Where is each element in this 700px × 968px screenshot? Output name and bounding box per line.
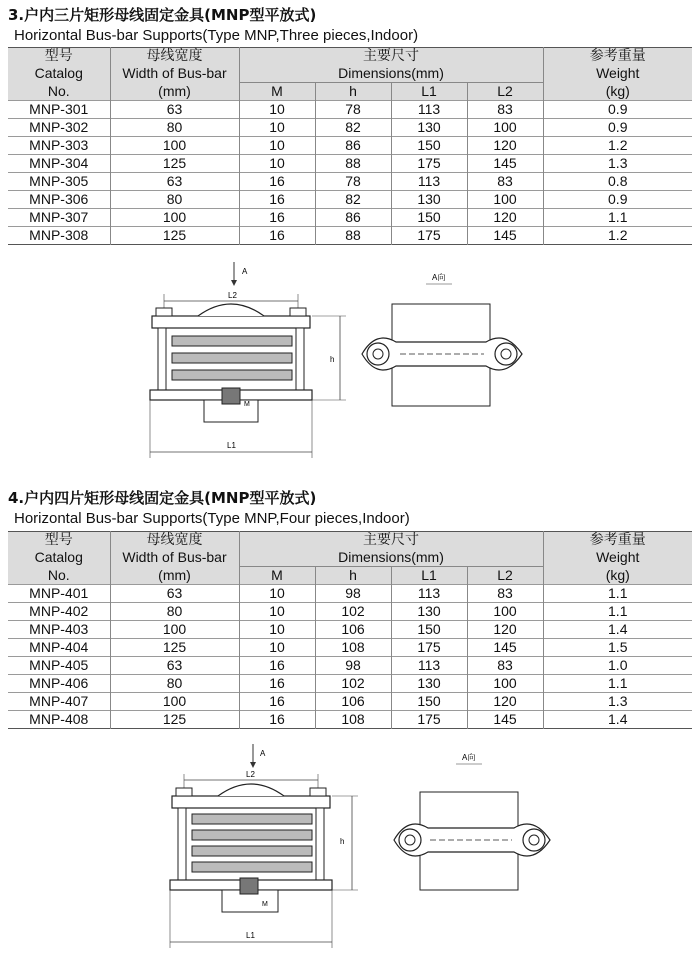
cell-l1: 113 (391, 101, 467, 119)
section-4-technical-drawing (0, 740, 700, 964)
table-row (8, 711, 692, 729)
cell-width: 125 (110, 639, 239, 657)
cell-l2: 145 (467, 711, 543, 729)
header-h: h (315, 83, 391, 101)
cell-weight: 1.3 (543, 155, 692, 173)
cell-l2: 100 (467, 191, 543, 209)
header-l2: L2 (467, 567, 543, 585)
cell-width: 125 (110, 227, 239, 245)
cell-m: 16 (239, 657, 315, 675)
label-l1: L1 (246, 931, 255, 940)
label-l2: L2 (228, 291, 237, 300)
bus-bar-4 (192, 862, 312, 872)
cell-h: 102 (315, 675, 391, 693)
cell-catalog: MNP-402 (8, 603, 110, 621)
cell-l2: 145 (467, 639, 543, 657)
cell-width: 80 (110, 119, 239, 137)
cell-weight: 1.1 (543, 603, 692, 621)
table-row (8, 227, 692, 245)
table-row (8, 621, 692, 639)
header-catalog-cn: 型号 (8, 48, 110, 66)
cell-width: 100 (110, 209, 239, 227)
cell-l1: 150 (391, 621, 467, 639)
cell-width: 100 (110, 137, 239, 155)
view-a-right-hole (529, 835, 539, 845)
cell-h: 108 (315, 711, 391, 729)
cell-l1: 130 (391, 675, 467, 693)
header-l1: L1 (391, 567, 467, 585)
cell-catalog: MNP-301 (8, 101, 110, 119)
table-row (8, 585, 692, 603)
cell-weight: 0.9 (543, 101, 692, 119)
cell-width: 80 (110, 675, 239, 693)
cell-weight: 1.3 (543, 693, 692, 711)
cell-m: 10 (239, 639, 315, 657)
table-row (8, 101, 692, 119)
bus-bar-3 (192, 846, 312, 856)
cell-width: 63 (110, 585, 239, 603)
cell-width: 80 (110, 191, 239, 209)
cell-weight: 1.1 (543, 209, 692, 227)
section-4-subtitle: Horizontal Bus-bar Supports(Type MNP,Four pieces,Indoor) (14, 510, 410, 527)
cell-m: 10 (239, 585, 315, 603)
cell-l2: 100 (467, 119, 543, 137)
label-a: A (242, 267, 248, 276)
cell-m: 16 (239, 675, 315, 693)
view-a-arrowhead (250, 762, 256, 768)
view-a-right-hole (501, 349, 511, 359)
top-roller (218, 784, 284, 796)
right-nut (290, 308, 306, 316)
section-3-technical-drawing (0, 258, 700, 466)
cell-weight: 0.8 (543, 173, 692, 191)
section-3-title: 3.户内三片矩形母线固定金具(MNP型平放式) (8, 6, 317, 24)
header-catalog-cn: 型号 (8, 532, 110, 550)
cell-width: 63 (110, 101, 239, 119)
cell-l1: 113 (391, 657, 467, 675)
cell-h: 82 (315, 119, 391, 137)
cell-l2: 120 (467, 209, 543, 227)
header-weight-unit: (kg) (543, 83, 692, 101)
label-h: h (330, 355, 335, 364)
header-width-cn: 母线宽度 (110, 48, 239, 66)
cell-h: 106 (315, 621, 391, 639)
cell-weight: 1.4 (543, 621, 692, 639)
spec-table-three-pieces (8, 47, 692, 245)
cell-width: 63 (110, 657, 239, 675)
right-bolt (316, 808, 324, 886)
bus-bar-2 (172, 353, 292, 363)
top-clamp-plate (172, 796, 330, 808)
cell-weight: 1.1 (543, 675, 692, 693)
table-row (8, 119, 692, 137)
cell-width: 100 (110, 693, 239, 711)
cell-weight: 1.1 (543, 585, 692, 603)
header-width-en: Width of Bus-bar (110, 549, 239, 567)
table-row (8, 173, 692, 191)
cell-l2: 145 (467, 155, 543, 173)
left-nut (176, 788, 192, 796)
bus-bar-1 (172, 336, 292, 346)
right-nut (310, 788, 326, 796)
spec-table-four-pieces (8, 531, 692, 729)
cell-m: 16 (239, 191, 315, 209)
cell-l1: 130 (391, 603, 467, 621)
header-catalog-no: No. (8, 83, 110, 101)
cell-l2: 145 (467, 227, 543, 245)
cell-weight: 0.9 (543, 191, 692, 209)
bus-bar-3 (172, 370, 292, 380)
cell-l1: 130 (391, 119, 467, 137)
cell-weight: 0.9 (543, 119, 692, 137)
left-bolt (178, 808, 186, 886)
cell-m: 16 (239, 693, 315, 711)
cell-l2: 120 (467, 693, 543, 711)
cell-catalog: MNP-408 (8, 711, 110, 729)
cell-l1: 175 (391, 155, 467, 173)
cell-m: 16 (239, 711, 315, 729)
cell-weight: 1.2 (543, 227, 692, 245)
cell-h: 98 (315, 585, 391, 603)
cell-l1: 175 (391, 227, 467, 245)
cell-m: 10 (239, 621, 315, 639)
cell-l1: 150 (391, 137, 467, 155)
cell-width: 100 (110, 621, 239, 639)
cell-m: 10 (239, 119, 315, 137)
view-a-arrowhead (231, 280, 237, 286)
header-width-unit: (mm) (110, 567, 239, 585)
label-h: h (340, 837, 345, 846)
cell-h: 86 (315, 209, 391, 227)
right-bolt (296, 328, 304, 390)
cell-weight: 1.5 (543, 639, 692, 657)
label-view-a: A向 (432, 273, 446, 282)
header-dimensions-en: Dimensions(mm) (239, 65, 543, 83)
cell-l2: 100 (467, 675, 543, 693)
cell-h: 108 (315, 639, 391, 657)
cell-h: 86 (315, 137, 391, 155)
table-row (8, 155, 692, 173)
cell-m: 10 (239, 101, 315, 119)
table-row (8, 137, 692, 155)
top-roller (198, 304, 264, 316)
section-3-subtitle: Horizontal Bus-bar Supports(Type MNP,Three pieces,Indoor) (14, 27, 419, 44)
top-clamp-plate (152, 316, 310, 328)
table-row (8, 675, 692, 693)
cell-l2: 120 (467, 621, 543, 639)
bus-bar-2 (192, 830, 312, 840)
cell-catalog: MNP-405 (8, 657, 110, 675)
header-width-cn: 母线宽度 (110, 532, 239, 550)
cell-l2: 83 (467, 585, 543, 603)
header-weight-cn: 参考重量 (543, 532, 692, 550)
cell-width: 125 (110, 155, 239, 173)
cell-h: 88 (315, 155, 391, 173)
cell-m: 16 (239, 227, 315, 245)
cell-l1: 150 (391, 693, 467, 711)
cell-l2: 120 (467, 137, 543, 155)
cell-weight: 1.0 (543, 657, 692, 675)
header-width-unit: (mm) (110, 83, 239, 101)
cell-weight: 1.4 (543, 711, 692, 729)
view-a-left-hole (373, 349, 383, 359)
cell-catalog: MNP-304 (8, 155, 110, 173)
cell-h: 88 (315, 227, 391, 245)
header-catalog-no: No. (8, 567, 110, 585)
cell-l1: 130 (391, 191, 467, 209)
center-bolt (240, 878, 258, 894)
cell-h: 102 (315, 603, 391, 621)
cell-h: 98 (315, 657, 391, 675)
header-h: h (315, 567, 391, 585)
cell-catalog: MNP-403 (8, 621, 110, 639)
view-a-left-hole (405, 835, 415, 845)
header-weight-en: Weight (543, 549, 692, 567)
cell-catalog: MNP-303 (8, 137, 110, 155)
table-row (8, 209, 692, 227)
section-4-title: 4.户内四片矩形母线固定金具(MNP型平放式) (8, 489, 317, 507)
cell-catalog: MNP-407 (8, 693, 110, 711)
cell-width: 63 (110, 173, 239, 191)
header-weight-en: Weight (543, 65, 692, 83)
cell-weight: 1.2 (543, 137, 692, 155)
table-row (8, 693, 692, 711)
header-weight-cn: 参考重量 (543, 48, 692, 66)
cell-h: 82 (315, 191, 391, 209)
cell-h: 78 (315, 101, 391, 119)
cell-m: 16 (239, 173, 315, 191)
bus-bar-1 (192, 814, 312, 824)
cell-l2: 83 (467, 101, 543, 119)
cell-catalog: MNP-401 (8, 585, 110, 603)
label-l1: L1 (227, 441, 236, 450)
header-dimensions-cn: 主要尺寸 (239, 48, 543, 66)
table-row (8, 191, 692, 209)
header-width-en: Width of Bus-bar (110, 65, 239, 83)
cell-h: 78 (315, 173, 391, 191)
cell-l2: 83 (467, 173, 543, 191)
cell-l1: 175 (391, 711, 467, 729)
cell-l1: 175 (391, 639, 467, 657)
label-a: A (260, 749, 266, 758)
cell-width: 80 (110, 603, 239, 621)
header-l2: L2 (467, 83, 543, 101)
cell-catalog: MNP-307 (8, 209, 110, 227)
table-row (8, 657, 692, 675)
cell-l1: 113 (391, 585, 467, 603)
left-nut (156, 308, 172, 316)
cell-m: 10 (239, 603, 315, 621)
cell-width: 125 (110, 711, 239, 729)
cell-m: 10 (239, 137, 315, 155)
header-m: M (239, 83, 315, 101)
cell-l1: 113 (391, 173, 467, 191)
cell-l1: 150 (391, 209, 467, 227)
header-dimensions-cn: 主要尺寸 (239, 532, 543, 550)
header-catalog-en: Catalog (8, 549, 110, 567)
table-row (8, 639, 692, 657)
table-row (8, 603, 692, 621)
cell-catalog: MNP-406 (8, 675, 110, 693)
cell-catalog: MNP-308 (8, 227, 110, 245)
cell-catalog: MNP-404 (8, 639, 110, 657)
cell-l2: 83 (467, 657, 543, 675)
cell-m: 10 (239, 155, 315, 173)
cell-catalog: MNP-306 (8, 191, 110, 209)
label-l2: L2 (246, 770, 255, 779)
label-m: M (244, 401, 250, 408)
header-weight-unit: (kg) (543, 567, 692, 585)
cell-m: 16 (239, 209, 315, 227)
cell-h: 106 (315, 693, 391, 711)
center-bolt (222, 388, 240, 404)
label-m: M (262, 901, 268, 908)
header-m: M (239, 567, 315, 585)
cell-catalog: MNP-302 (8, 119, 110, 137)
header-l1: L1 (391, 83, 467, 101)
label-view-a: A向 (462, 753, 476, 762)
header-catalog-en: Catalog (8, 65, 110, 83)
left-bolt (158, 328, 166, 390)
cell-l2: 100 (467, 603, 543, 621)
cell-catalog: MNP-305 (8, 173, 110, 191)
header-dimensions-en: Dimensions(mm) (239, 549, 543, 567)
